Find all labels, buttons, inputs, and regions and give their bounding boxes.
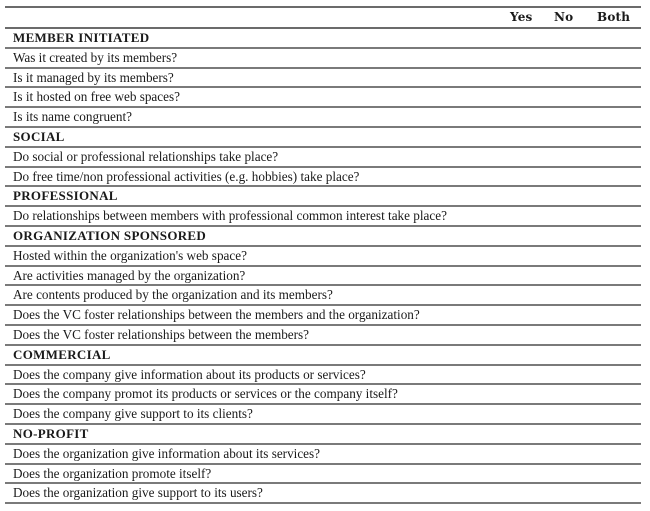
question-row: Do free time/non professional activities (e.g. hobbies) take place?	[5, 168, 641, 188]
question-row: Does the VC foster relationships between the members and the organization?	[5, 306, 641, 326]
section-commercial: COMMERCIAL	[5, 346, 641, 366]
column-header-no: No	[554, 10, 574, 24]
question-row: Do social or professional relationships take place?	[5, 148, 641, 168]
question-row: Was it created by its members?	[5, 49, 641, 69]
section-no-profit: NO-PROFIT	[5, 425, 641, 445]
question-row: Hosted within the organization's web space?	[5, 247, 641, 267]
question-row: Are contents produced by the organization and its members?	[5, 286, 641, 306]
section-member-initiated: MEMBER INITIATED	[5, 29, 641, 49]
question-row: Is it managed by its members?	[5, 69, 641, 89]
section-organization-sponsored: ORGANIZATION SPONSORED	[5, 227, 641, 247]
question-row: Does the company give support to its clients?	[5, 405, 641, 425]
question-row: Does the organization give support to its users?	[5, 484, 641, 504]
column-header-both: Both	[597, 10, 631, 24]
question-row: Is it hosted on free web spaces?	[5, 88, 641, 108]
question-row: Is its name congruent?	[5, 108, 641, 128]
question-row: Are activities managed by the organization?	[5, 267, 641, 287]
question-row: Does the company promot its products or services or the company itself?	[5, 385, 641, 405]
question-row: Does the organization give information about its services?	[5, 445, 641, 465]
section-social: SOCIAL	[5, 128, 641, 148]
section-professional: PROFESSIONAL	[5, 187, 641, 207]
question-row: Do relationships between members with professional common interest take place?	[5, 207, 641, 227]
question-row: Does the VC foster relationships between the members?	[5, 326, 641, 346]
column-header-yes: Yes	[510, 10, 533, 24]
question-row: Does the organization promote itself?	[5, 465, 641, 485]
questionnaire-table	[5, 6, 641, 504]
question-row: Does the company give information about its products or services?	[5, 366, 641, 386]
table-header	[5, 8, 641, 29]
